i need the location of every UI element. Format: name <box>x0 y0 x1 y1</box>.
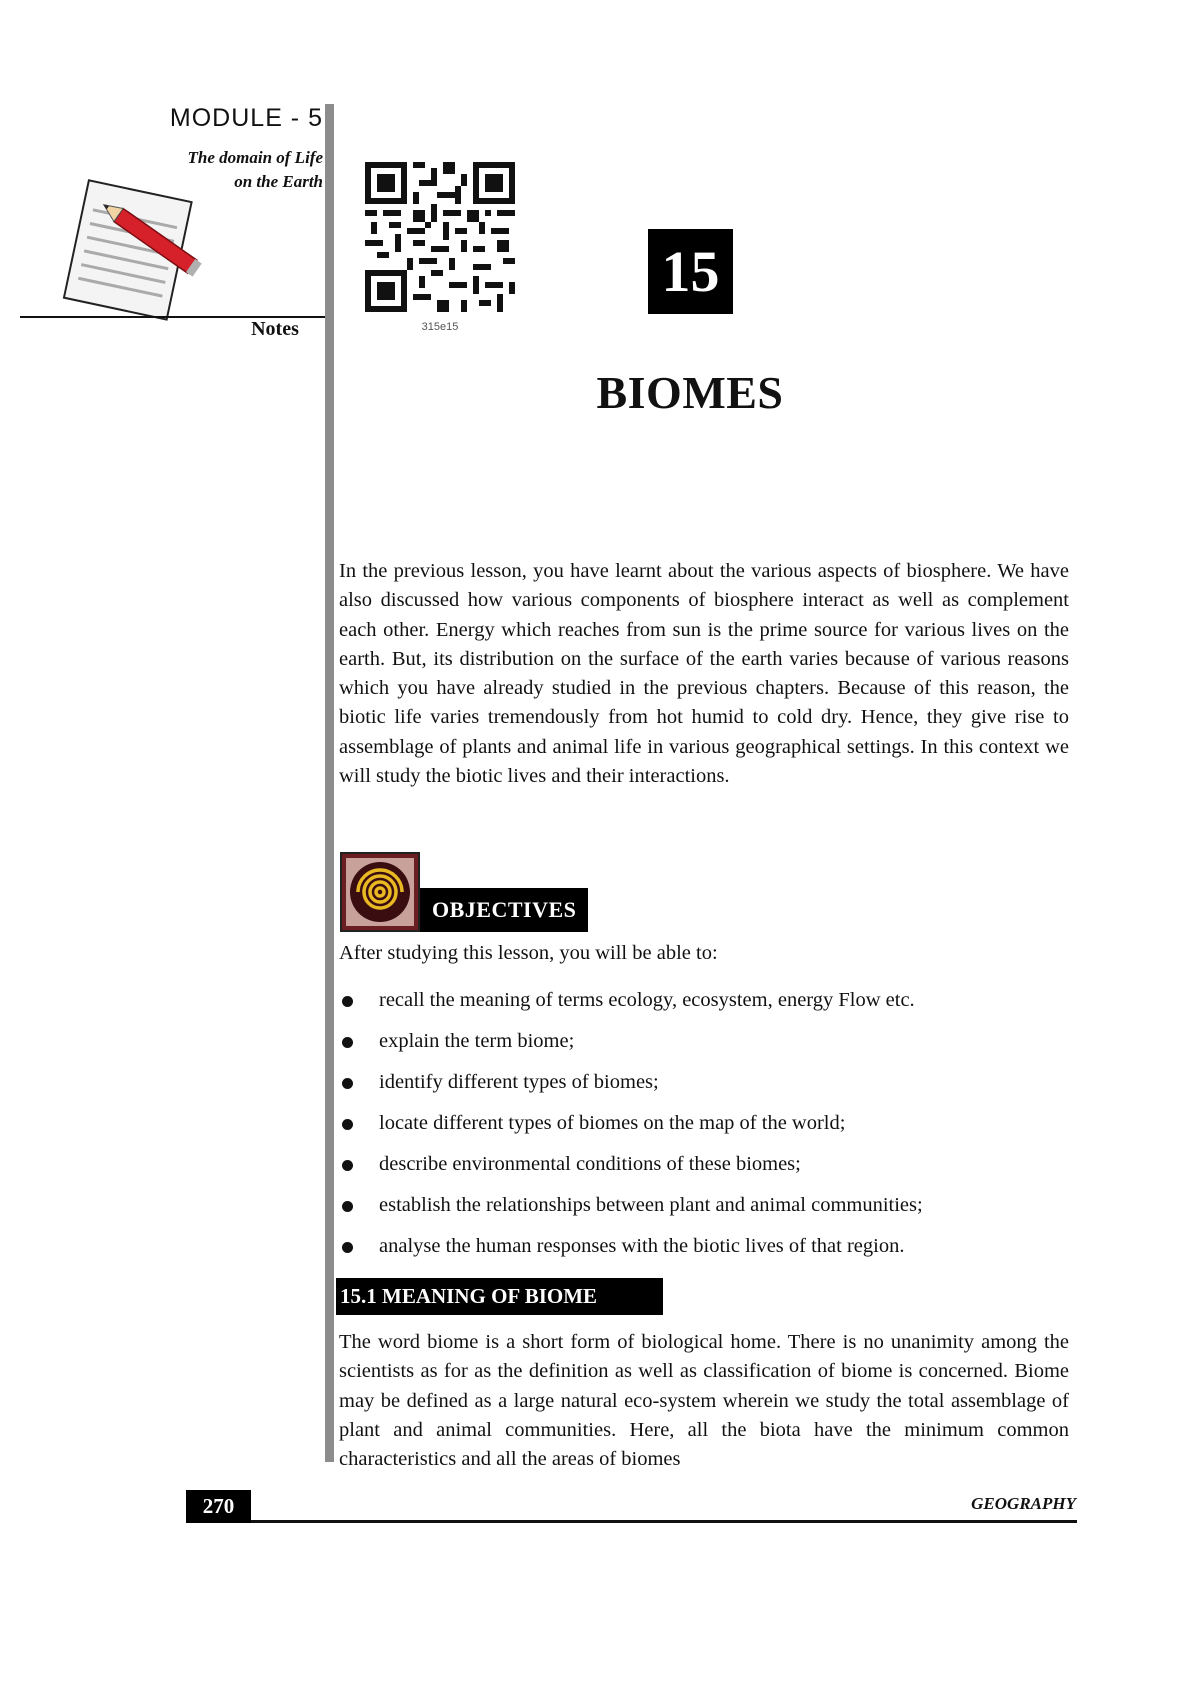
qr-code-icon[interactable] <box>365 162 515 312</box>
notes-label: Notes <box>251 318 299 340</box>
page-number: 270 <box>186 1490 251 1523</box>
module-subtitle-line2: on the Earth <box>234 172 323 191</box>
module-subtitle-line1: The domain of Life <box>187 148 323 167</box>
bullet-icon <box>342 1037 353 1048</box>
module-title: MODULE - 5 <box>169 104 323 132</box>
section-paragraph: The word biome is a short form of biological home. There is no unanimity among the scientists as for as the definition as well as classification of biome is concerned. Biome may be defined as a large natural eco-system wherein we study the total assemblage of plant and animal communities. Here, all the biota have the minimum common characteristics and all the areas of biomes <box>339 1331 1069 1471</box>
bullet-icon <box>342 1242 353 1253</box>
qr-code-label: 315e15 <box>421 321 459 333</box>
bullet-icon <box>342 1160 353 1171</box>
objective-text: identify different types of biomes; <box>379 1071 659 1093</box>
objectives-list <box>339 986 1069 1273</box>
objective-text: describe environmental conditions of these biomes; <box>379 1153 801 1175</box>
objective-item <box>339 1232 1069 1273</box>
footer-rule <box>251 1520 1077 1523</box>
objective-item <box>339 1027 1069 1068</box>
bullet-icon <box>342 1078 353 1089</box>
section-heading: 15.1 MEANING OF BIOME <box>336 1278 663 1315</box>
bullet-icon <box>342 996 353 1007</box>
bullet-icon <box>342 1119 353 1130</box>
spiral-target-icon <box>340 852 420 932</box>
margin-bar <box>325 104 334 1462</box>
objective-text: recall the meaning of terms ecology, ecosystem, energy Flow etc. <box>379 989 915 1011</box>
objective-item <box>339 1150 1069 1191</box>
objectives-heading: OBJECTIVES <box>420 888 588 932</box>
chapter-number: 15 <box>648 229 733 314</box>
bullet-icon <box>342 1201 353 1212</box>
intro-paragraph: In the previous lesson, you have learnt about the various aspects of biosphere. We have also discussed how various components of biosphere interact as well as complement each other. Energy which reaches from sun is the prime source for various lives on the earth. But, its distribution on the surface of the earth varies because of various reasons which you have already studied in the previous chapters. Because of this reason, the biotic life varies tremendously from hot humid to cold dry. Hence, they give rise to assemblage of plants and animal life in various geographical settings. In this context we will study the biotic lives and their interactions. <box>339 560 1069 788</box>
objective-item <box>339 1109 1069 1150</box>
objective-text: establish the relationships between plant and animal communities; <box>379 1194 923 1216</box>
objectives-lead: After studying this lesson, you will be able to: <box>339 942 718 964</box>
footer-subject: GEOGRAPHY <box>971 1494 1076 1513</box>
objective-text: explain the term biome; <box>379 1030 575 1052</box>
objective-text: analyse the human responses with the biotic lives of that region. <box>379 1235 905 1257</box>
objective-item <box>339 1068 1069 1109</box>
objective-item <box>339 986 1069 1027</box>
objective-item <box>339 1191 1069 1232</box>
objective-text: locate different types of biomes on the map of the world; <box>379 1112 846 1134</box>
chapter-title: BIOMES <box>596 367 784 418</box>
